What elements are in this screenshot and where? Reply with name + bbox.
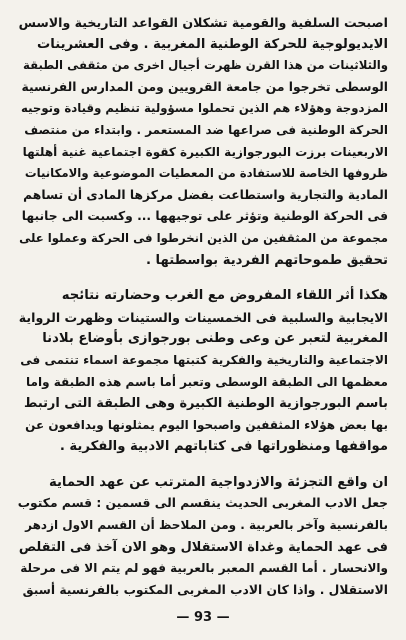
text-line: والثلاثينات من هذا القرن ظهرت أجيال اخرى من مثقفى الطبقة [23,58,388,73]
text-line: الوسطى تخرجوا من جامعة القرويين ومن المدارس الفرنسية [21,79,388,94]
text-line: ظروفها الخاصة للاستفادة من المعطيات الموضوعية والامكانيات [24,166,388,181]
text-line: ان واقع التجزئة والازدواجية المترتب عن عهد الحماية [48,474,388,490]
text-line: الاربعينات برزت البورجوازية الكبيرة كقوة اجتماعية غنية أهلتها [22,144,388,159]
text-line: الايديولوجية للحركة الوطنية المغربية . وفى العشرينات [37,36,388,52]
text-line: فى عهد الحماية وغداة الاستقلال وهو الان آخذ فى التقلص [18,539,388,555]
text-line: الايجابية والسلبية فى الخمسينات والستينات وظهرت الرواية [18,309,388,325]
text-line: مواقفها ومنظوراتها فى كتاباتهم الادبية والفكرية . [59,439,388,455]
text-line: بالفرنسية وآخر بالعربية . ومن الملاحظ أن القسم الاول ازدهر [25,518,388,533]
text-line: اصبحت السلفية والقومية تشكلان القواعد التاريخية والاسس [18,15,388,30]
text-line: المزدوجة وهؤلاء هم الذين تحملوا مسؤولية تنظيم وقيادة وتوجيه [21,101,388,116]
text-line: المغربية لتعبر عن وعى وطنى بورجوازى بأوضاع بلادنا [42,331,388,347]
text-line: الحركة الوطنية فى صراعها ضد المستعمر . وابتداء من منتصف [24,122,388,137]
text-line: والانحسار . أما القسم المعبر بالعربية فهو لم يتم الا فى مرحلة [20,561,388,576]
document-page [18,12,388,612]
text-line: مجموعة من المثقفين من الذين انخرطوا فى الحركة وعملوا على [19,230,388,245]
text-line: باسم البورجوازية الوطنية الكبيرة وهى الطبقة التى ارتبط [24,396,388,412]
page-number: — 93 — [176,610,230,625]
text-line: هكذا أثر اللقاء المفروض مع الغرب وحضارته نتائجه [61,288,388,304]
text-line: جعل الادب المغربى الحديث ينقسم الى قسمين : قسم مكتوب [17,496,388,511]
paragraph-2 [18,285,388,458]
text-line: المادية والتجارية واستطاعت بفضل مركزها المادى أن تساهم [23,187,388,202]
text-line: تحقيق طموحاتهم الفردية بواسطتها . [145,252,388,268]
text-line: بها بعض هؤلاء المثقفين واصبحوا اليوم يمثلونها ويدافعون عن [25,417,388,432]
paragraph-1 [18,12,388,271]
text-line: الاستقلال . واذا كان الادب المغربى المكتوب بالفرنسية أسبق [22,582,388,597]
text-line: فى الحركة الوطنية وتؤثر على توجيهها ... وكسبت الى جانبها [21,209,388,224]
text-line: معظمها الى الطبقة الوسطى وتعبر أما باسم هذه الطبقة واما [26,374,388,389]
text-line: الاجتماعية والتاريخية والفكرية كتبتها مجموعة اسماء تنتمى فى [20,352,388,367]
paragraph-3 [18,472,388,602]
